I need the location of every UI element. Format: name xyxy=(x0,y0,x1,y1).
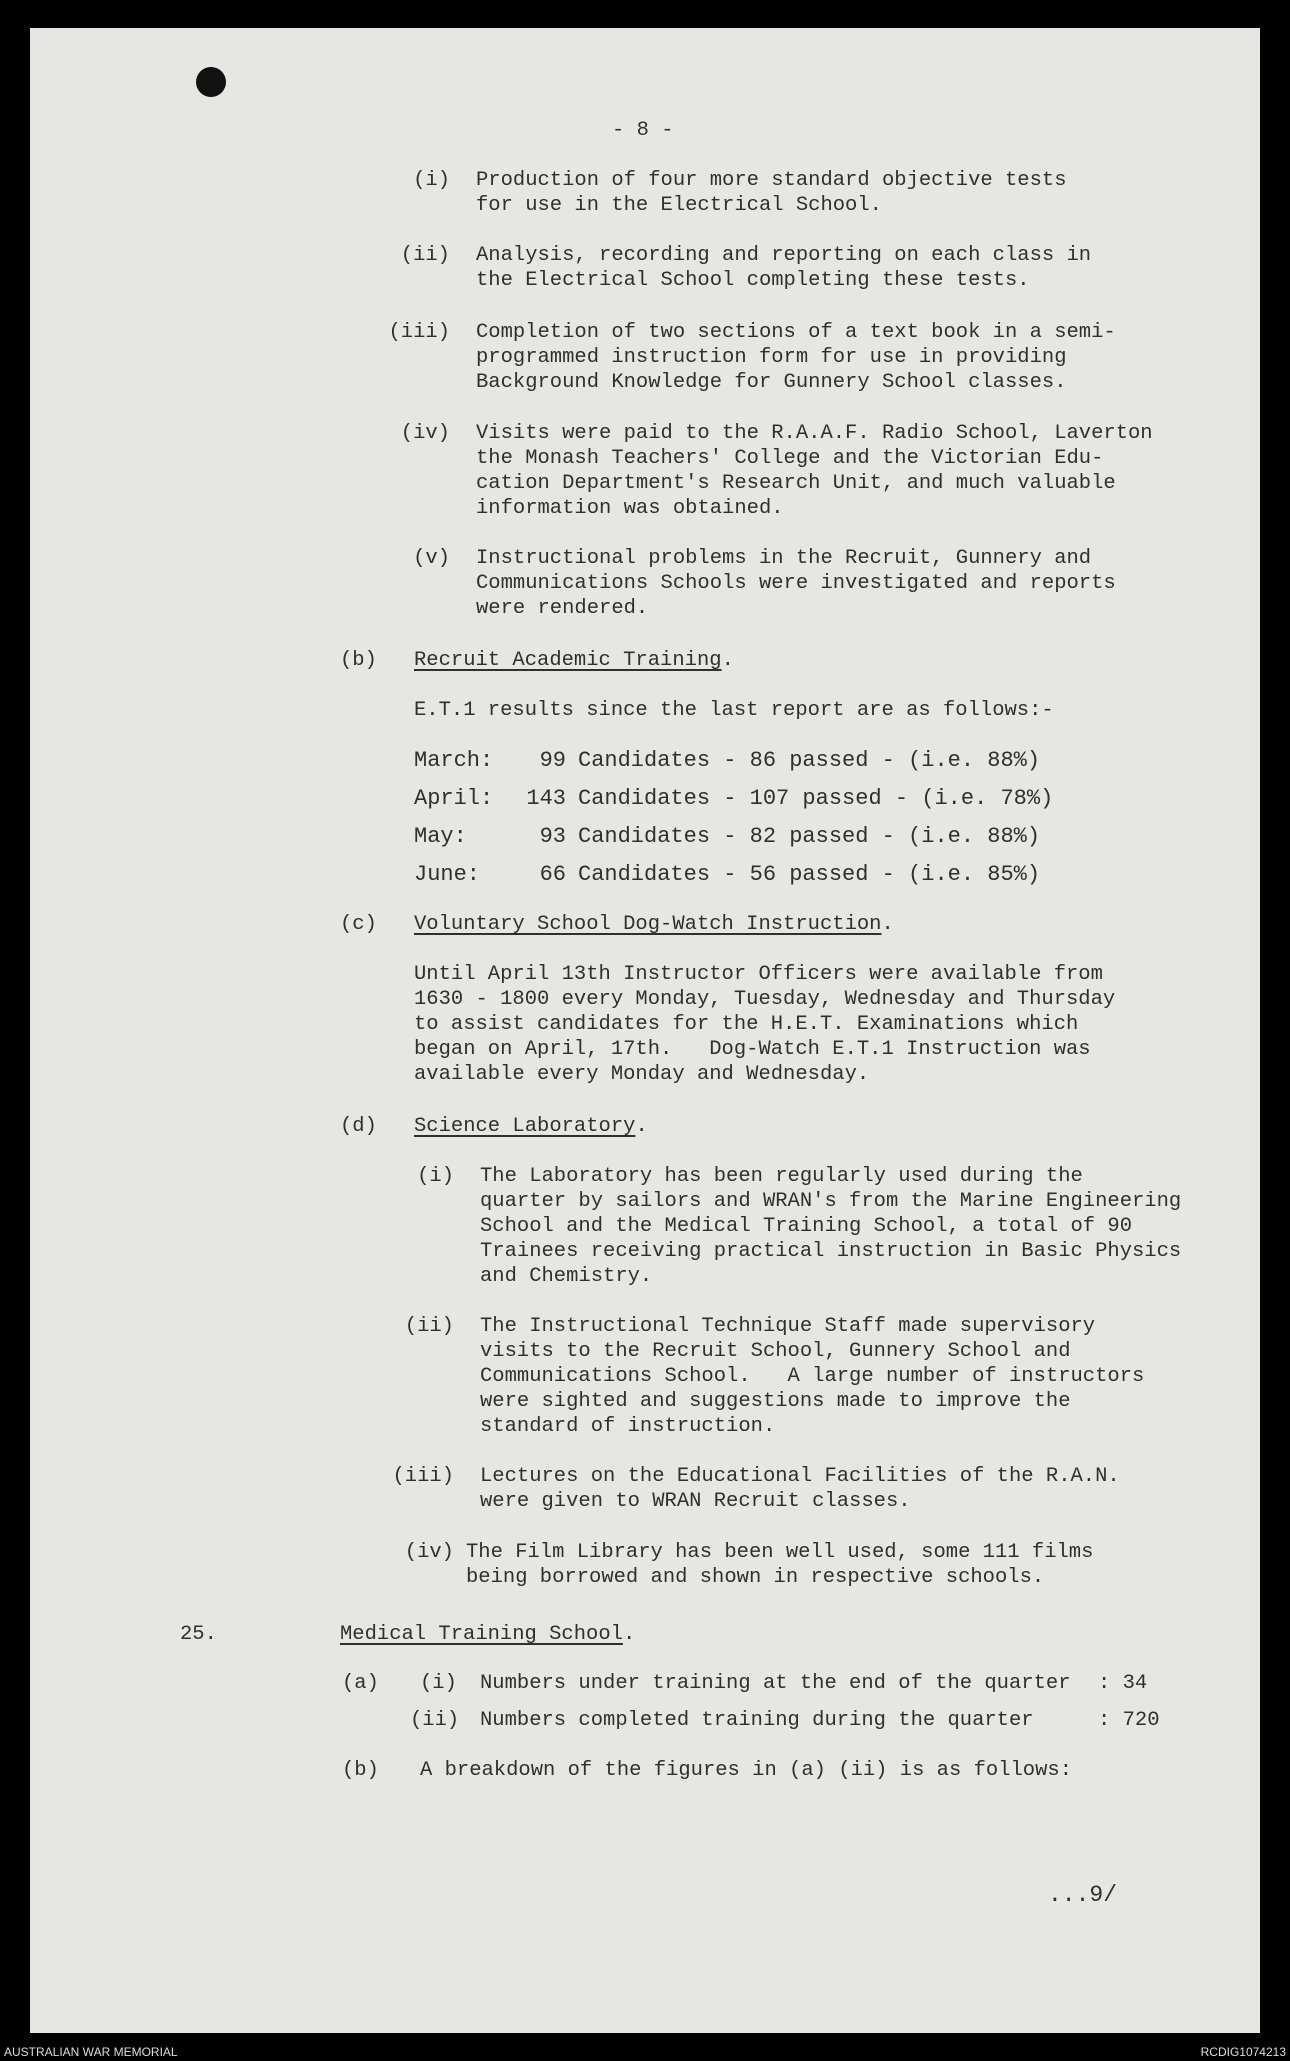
item-text-line: were sighted and suggestions made to improve the xyxy=(480,1390,1071,1413)
item-text-line: Production of four more standard objective tests xyxy=(476,169,1067,192)
item-text-line: were rendered. xyxy=(476,597,649,620)
section-25-a-ii-value: : 720 xyxy=(1098,1709,1160,1732)
item-number: (iv) xyxy=(404,1541,454,1564)
section-c-line: to assist candidates for the H.E.T. Examinations which xyxy=(414,1013,1079,1036)
item-text-line: Communications Schools were investigated and reports xyxy=(476,572,1116,595)
section-25-a-ii-num: (ii) xyxy=(410,1709,460,1732)
punch-hole xyxy=(196,67,226,97)
item-text-line: School and the Medical Training School, a total of 90 xyxy=(480,1215,1133,1238)
result-count: 99 xyxy=(539,748,566,773)
item-number: (i) xyxy=(413,169,450,192)
result-text: Candidates - 82 passed - (i.e. 88%) xyxy=(578,824,1041,849)
item-text-line: and Chemistry. xyxy=(480,1265,653,1288)
item-text-line: The Film Library has been well used, some 111 films xyxy=(466,1541,1094,1564)
footer-id: RCDIG1074213 xyxy=(1200,2045,1286,2059)
item-text-line: The Laboratory has been regularly used during the xyxy=(480,1165,1083,1188)
section-25-a-i-value: : 34 xyxy=(1098,1672,1148,1695)
section-b-intro: E.T.1 results since the last report are as follows:- xyxy=(414,699,1054,722)
item-text-line: Lectures on the Educational Facilities of the R.A.N. xyxy=(480,1465,1120,1488)
item-number: (i) xyxy=(417,1165,454,1188)
section-c-line: available every Monday and Wednesday. xyxy=(414,1063,870,1086)
item-text-line: The Instructional Technique Staff made supervisory xyxy=(480,1315,1096,1338)
footer-archive: AUSTRALIAN WAR MEMORIAL xyxy=(4,2045,178,2059)
result-month: March: xyxy=(414,748,494,773)
item-number: (ii) xyxy=(404,1315,454,1338)
section-c-label: (c) xyxy=(340,913,377,936)
section-25-b-text: A breakdown of the figures in (a) (ii) is as follows: xyxy=(420,1759,1073,1782)
item-text-line: the Monash Teachers' College and the Victorian Edu- xyxy=(476,447,1104,470)
item-text-line: were given to WRAN Recruit classes. xyxy=(480,1490,911,1513)
item-text-line: being borrowed and shown in respective schools. xyxy=(466,1566,1045,1589)
section-25-b-label: (b) xyxy=(342,1759,379,1782)
section-c-line: 1630 - 1800 every Monday, Tuesday, Wednesday and Thursday xyxy=(414,988,1116,1011)
section-b-label: (b) xyxy=(340,649,377,672)
item-text-line: visits to the Recruit School, Gunnery School and xyxy=(480,1340,1071,1363)
item-text-line: cation Department's Research Unit, and much valuable xyxy=(476,472,1116,495)
result-count: 93 xyxy=(539,824,566,849)
section-c-heading: Voluntary School Dog-Watch Instruction. xyxy=(414,913,894,936)
result-text: Candidates - 56 passed - (i.e. 85%) xyxy=(578,862,1041,887)
item-text-line: the Electrical School completing these tests. xyxy=(476,269,1030,292)
section-d-heading: Science Laboratory. xyxy=(414,1115,648,1138)
section-25-number: 25. xyxy=(180,1623,217,1646)
item-number: (ii) xyxy=(400,244,450,267)
section-25-a-ii-text: Numbers completed training during the quarter xyxy=(480,1709,1034,1732)
item-text-line: Communications School. A large number of instructors xyxy=(480,1365,1145,1388)
result-month: June: xyxy=(414,862,481,887)
item-text-line: quarter by sailors and WRAN's from the Marine Engineering xyxy=(480,1190,1182,1213)
page-number: - 8 - xyxy=(612,119,674,142)
item-number: (v) xyxy=(413,547,450,570)
item-text-line: Completion of two sections of a text book in a semi- xyxy=(476,321,1116,344)
item-number: (iii) xyxy=(388,321,450,344)
section-b-heading: Recruit Academic Training. xyxy=(414,649,734,672)
item-text-line: Analysis, recording and reporting on each class in xyxy=(476,244,1092,267)
section-c-line: began on April, 17th. Dog-Watch E.T.1 Instruction was xyxy=(414,1038,1091,1061)
section-25-a-label: (a) xyxy=(342,1672,379,1695)
section-25-a-i-num: (i) xyxy=(420,1672,457,1695)
section-25-heading: Medical Training School. xyxy=(340,1623,636,1646)
section-d-label: (d) xyxy=(340,1115,377,1138)
item-text-line: programmed instruction form for use in providing xyxy=(476,346,1067,369)
item-text-line: Instructional problems in the Recruit, Gunnery and xyxy=(476,547,1092,570)
result-month: May: xyxy=(414,824,467,849)
item-text-line: standard of instruction. xyxy=(480,1415,776,1438)
item-text-line: for use in the Electrical School. xyxy=(476,194,882,217)
item-text-line: Trainees receiving practical instruction in Basic Physics xyxy=(480,1240,1182,1263)
result-text: Candidates - 86 passed - (i.e. 88%) xyxy=(578,748,1041,773)
section-c-line: Until April 13th Instructor Officers were available from xyxy=(414,963,1103,986)
result-text: Candidates - 107 passed - (i.e. 78%) xyxy=(578,786,1054,811)
item-text-line: Visits were paid to the R.A.A.F. Radio School, Laverton xyxy=(476,422,1153,445)
result-month: April: xyxy=(414,786,494,811)
item-number: (iii) xyxy=(392,1465,454,1488)
result-count: 66 xyxy=(539,862,566,887)
item-number: (iv) xyxy=(400,422,450,445)
result-count: 143 xyxy=(526,786,566,811)
continuation-marker: ...9/ xyxy=(1048,1882,1118,1908)
section-25-a-i-text: Numbers under training at the end of the quarter xyxy=(480,1672,1071,1695)
item-text-line: Background Knowledge for Gunnery School classes. xyxy=(476,371,1067,394)
item-text-line: information was obtained. xyxy=(476,497,784,520)
